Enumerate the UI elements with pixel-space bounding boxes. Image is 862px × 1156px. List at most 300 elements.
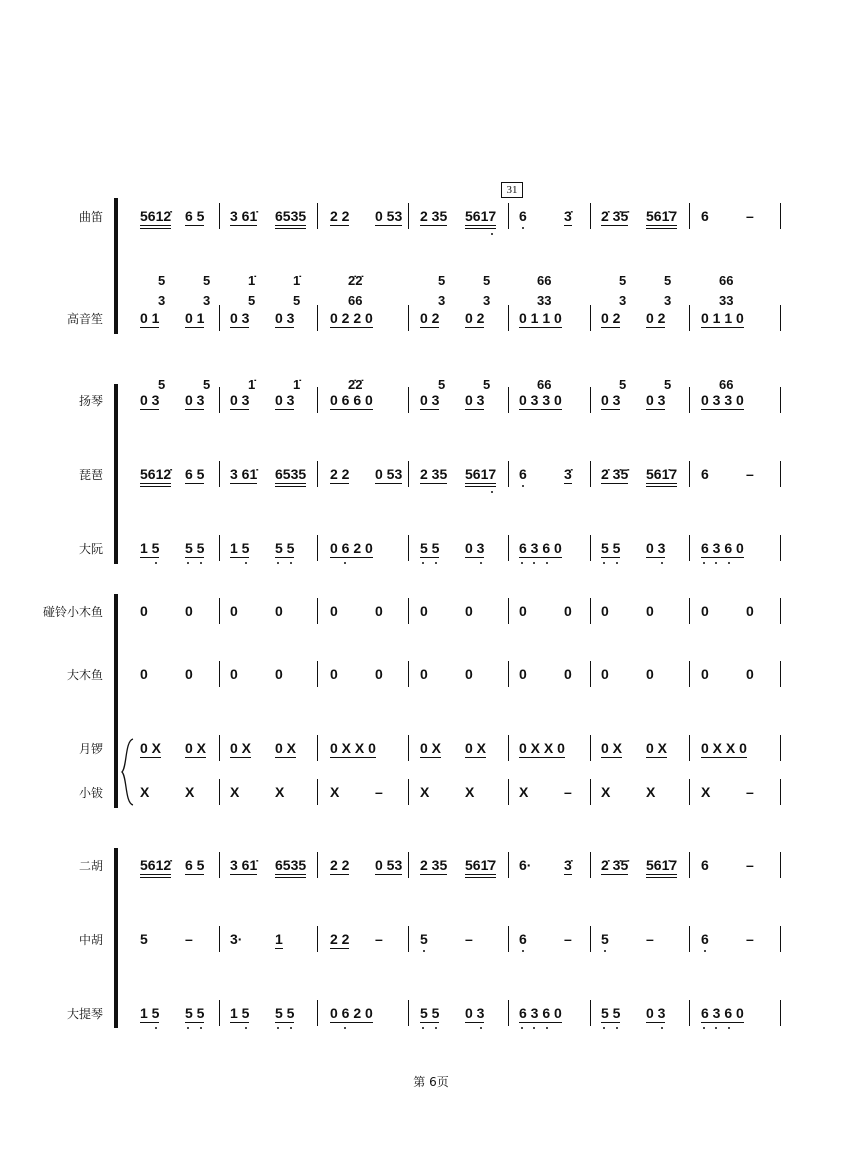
barline xyxy=(219,661,220,687)
note-group: 0 1 1 0 xyxy=(701,310,744,326)
note-group: 0 3 xyxy=(646,1005,666,1021)
low-octave-dot xyxy=(480,562,482,564)
note-group: 0 xyxy=(230,603,238,619)
note-group: 0 xyxy=(519,603,527,619)
note-group: 0 X X 0 xyxy=(330,740,376,756)
note-group: 6 3 6 0 xyxy=(701,1005,744,1021)
underline xyxy=(185,557,204,558)
barline xyxy=(408,661,409,687)
barline xyxy=(508,735,509,761)
note-group: 0 xyxy=(330,666,338,682)
underline xyxy=(519,557,562,558)
note-group: 0 xyxy=(330,603,338,619)
note-group: 0 3 3 0 xyxy=(701,392,744,408)
note-group: 0 3 xyxy=(646,540,666,556)
note-group: 0 1 xyxy=(140,310,160,326)
chord-note: 5 xyxy=(483,273,491,288)
chord-note: 5 xyxy=(203,377,211,392)
low-octave-dot xyxy=(422,562,424,564)
chord-note: 5 xyxy=(158,377,166,392)
underline xyxy=(140,225,171,226)
chord-note: 3 xyxy=(664,293,672,308)
underline xyxy=(375,483,402,484)
note-group: 0 xyxy=(564,666,572,682)
underline xyxy=(465,228,496,229)
note-group: 0 3 xyxy=(465,540,485,556)
chord-note: 5 xyxy=(483,377,491,392)
note-group: 2̇ 3̇5̇ xyxy=(601,208,629,224)
note-group: 0 xyxy=(601,603,609,619)
underline xyxy=(564,874,572,875)
barline xyxy=(780,661,781,687)
underline xyxy=(275,874,306,875)
barline xyxy=(780,203,781,229)
note-group: – xyxy=(185,931,193,947)
barline xyxy=(590,661,591,687)
low-octave-dot xyxy=(200,562,202,564)
note-group: 6535 xyxy=(275,857,307,873)
note-group: 0 xyxy=(230,666,238,682)
underline xyxy=(646,877,677,878)
barline xyxy=(317,203,318,229)
underline xyxy=(275,1022,294,1023)
barline xyxy=(689,535,690,561)
underline xyxy=(646,757,667,758)
note-group: 561̇7 xyxy=(646,466,678,482)
note-group: 2̇ 3̇5̇ xyxy=(601,466,629,482)
underline xyxy=(646,225,677,226)
underline xyxy=(420,327,439,328)
barline xyxy=(590,461,591,487)
barline xyxy=(590,535,591,561)
chord-note: 66 xyxy=(537,377,552,392)
note-group: 561̇7 xyxy=(465,857,497,873)
note-group: 3 61̇ xyxy=(230,857,258,873)
instrument-name: 大阮 xyxy=(78,542,103,556)
instrument-name: 扬琴 xyxy=(78,394,103,408)
chord-note: 3 xyxy=(483,293,491,308)
underline xyxy=(330,948,349,949)
note-group: 0 3 3 0 xyxy=(519,392,562,408)
low-octave-dot xyxy=(715,562,717,564)
instrument-name: 碰铃小木鱼 xyxy=(42,605,103,619)
barline xyxy=(780,535,781,561)
underline xyxy=(564,225,572,226)
underline xyxy=(646,228,677,229)
barline xyxy=(219,779,220,805)
barline xyxy=(219,598,220,624)
note-group: 3· xyxy=(230,931,243,947)
underline xyxy=(330,327,373,328)
underline xyxy=(185,483,204,484)
underline xyxy=(420,1022,439,1023)
note-group: 0 xyxy=(185,666,193,682)
note-group: X xyxy=(185,784,195,800)
note-group: X xyxy=(330,784,340,800)
chord-note: 5 xyxy=(203,273,211,288)
underline xyxy=(375,874,402,875)
underline xyxy=(275,327,294,328)
underline xyxy=(230,483,257,484)
note-group: 561̇7 xyxy=(646,857,678,873)
note-group: – xyxy=(465,931,473,947)
barline xyxy=(689,852,690,878)
note-group: 0 2 xyxy=(465,310,485,326)
chord-note: 1̇ xyxy=(293,273,301,288)
note-group: 0 3 xyxy=(275,310,295,326)
barline xyxy=(317,926,318,952)
note-group: 0 3 xyxy=(646,392,666,408)
barline xyxy=(590,1000,591,1026)
instrument-name: 高音笙 xyxy=(66,312,103,326)
underline xyxy=(420,874,447,875)
underline xyxy=(465,225,496,226)
note-group: 5 5 xyxy=(601,540,621,556)
bowed-bracket xyxy=(114,848,118,1028)
low-octave-dot xyxy=(616,1027,618,1029)
note-group: – xyxy=(746,784,754,800)
barline xyxy=(219,1000,220,1026)
underline xyxy=(465,877,496,878)
note-group: X xyxy=(701,784,711,800)
note-group: 0 X xyxy=(646,740,668,756)
barline xyxy=(590,779,591,805)
barline xyxy=(317,852,318,878)
underline xyxy=(701,327,744,328)
low-octave-dot xyxy=(522,950,524,952)
barline xyxy=(408,926,409,952)
low-octave-dot xyxy=(344,562,346,564)
barline xyxy=(689,203,690,229)
note-group: 0 xyxy=(140,666,148,682)
underline xyxy=(420,757,441,758)
note-group: 0 xyxy=(465,666,473,682)
barline xyxy=(780,852,781,878)
underline xyxy=(140,483,171,484)
brace-icon xyxy=(121,737,135,807)
underline xyxy=(564,483,572,484)
note-group: 0 X xyxy=(420,740,442,756)
page-footer: 第 6页 xyxy=(413,1075,449,1089)
note-group: 5617 xyxy=(465,208,497,224)
underline xyxy=(465,1022,484,1023)
underline xyxy=(330,409,373,410)
low-octave-dot xyxy=(728,562,730,564)
low-octave-dot xyxy=(603,562,605,564)
note-group: 5617 xyxy=(465,466,497,482)
low-octave-dot xyxy=(521,562,523,564)
note-group: 6 xyxy=(701,931,709,947)
note-group: 2 2 xyxy=(330,931,350,947)
low-octave-dot xyxy=(435,562,437,564)
underline xyxy=(140,874,171,875)
note-group: 0 xyxy=(601,666,609,682)
underline xyxy=(275,486,306,487)
barline xyxy=(689,661,690,687)
note-group: 2 2 xyxy=(330,857,350,873)
note-group: 5 5 xyxy=(275,1005,295,1021)
underline xyxy=(330,1022,373,1023)
underline xyxy=(465,757,486,758)
instrument-name: 大提琴 xyxy=(66,1007,103,1021)
note-group: – xyxy=(375,784,383,800)
barline xyxy=(508,461,509,487)
note-group: X xyxy=(601,784,611,800)
note-group: 0 X X 0 xyxy=(701,740,747,756)
underline xyxy=(465,483,496,484)
plucked-bracket xyxy=(114,384,118,564)
note-group: 0 xyxy=(185,603,193,619)
note-group: 5 xyxy=(601,931,609,947)
underline xyxy=(465,557,484,558)
note-group: 3 61̇ xyxy=(230,208,258,224)
barline xyxy=(219,735,220,761)
barline xyxy=(317,661,318,687)
chord-note: 66 xyxy=(348,293,363,308)
barline xyxy=(780,461,781,487)
barline xyxy=(689,926,690,952)
underline xyxy=(185,874,204,875)
instrument-name: 二胡 xyxy=(78,859,103,873)
chord-note: 1̇ xyxy=(293,377,301,392)
underline xyxy=(646,486,677,487)
barline xyxy=(780,387,781,413)
note-group: X xyxy=(519,784,529,800)
low-octave-dot xyxy=(661,562,663,564)
chord-note: 5 xyxy=(619,377,627,392)
note-group: 0 X xyxy=(185,740,207,756)
low-octave-dot xyxy=(245,1027,247,1029)
barline xyxy=(219,305,220,331)
barline xyxy=(590,852,591,878)
underline xyxy=(601,1022,620,1023)
note-group: 0 3 xyxy=(230,392,250,408)
underline xyxy=(230,874,257,875)
note-group: 0 xyxy=(746,603,754,619)
note-group: X xyxy=(275,784,285,800)
barline xyxy=(590,598,591,624)
barline xyxy=(590,735,591,761)
note-group: 5 5 xyxy=(185,540,205,556)
barline xyxy=(408,1000,409,1026)
note-group: 5612̇ xyxy=(140,466,172,482)
underline xyxy=(185,1022,204,1023)
chord-note: 5 xyxy=(664,377,672,392)
low-octave-dot xyxy=(344,1027,346,1029)
barline xyxy=(408,387,409,413)
underline xyxy=(330,557,373,558)
underline xyxy=(601,409,620,410)
note-group: 0 xyxy=(646,666,654,682)
barline xyxy=(219,461,220,487)
note-group: 1 5 xyxy=(230,540,250,556)
barline xyxy=(408,852,409,878)
note-group: X xyxy=(140,784,150,800)
woodwind-bracket xyxy=(114,198,118,334)
note-group: 0 2 xyxy=(420,310,440,326)
barline xyxy=(508,305,509,331)
note-group: 0 2 xyxy=(646,310,666,326)
note-group: 5 5 xyxy=(420,540,440,556)
barline xyxy=(219,387,220,413)
barline xyxy=(689,598,690,624)
underline xyxy=(140,327,159,328)
barline xyxy=(590,305,591,331)
chord-note: 66 xyxy=(719,273,734,288)
note-group: 0 6 6 0 xyxy=(330,392,373,408)
chord-note: 66 xyxy=(537,273,552,288)
chord-note: 33 xyxy=(537,293,552,308)
note-group: 0 X X 0 xyxy=(519,740,565,756)
note-group: 0 X xyxy=(601,740,623,756)
low-octave-dot xyxy=(480,1027,482,1029)
instrument-name: 中胡 xyxy=(78,933,103,947)
low-octave-dot xyxy=(522,485,524,487)
note-group: 2 2 xyxy=(330,466,350,482)
low-octave-dot xyxy=(533,1027,535,1029)
note-group: 0 53 xyxy=(375,208,403,224)
note-group: 5612̇ xyxy=(140,857,172,873)
note-group: 0 xyxy=(701,666,709,682)
note-group: 0 xyxy=(701,603,709,619)
note-group: 561̇7 xyxy=(646,208,678,224)
note-group: 0 X xyxy=(140,740,162,756)
barline xyxy=(408,598,409,624)
underline xyxy=(275,409,294,410)
underline xyxy=(185,225,204,226)
note-group: 0 3 xyxy=(465,1005,485,1021)
rehearsal-mark: 31 xyxy=(501,182,523,198)
underline xyxy=(330,483,349,484)
note-group: 1 5 xyxy=(230,1005,250,1021)
note-group: 0 X xyxy=(465,740,487,756)
barline xyxy=(508,598,509,624)
note-group: 0 xyxy=(375,603,383,619)
underline xyxy=(420,483,447,484)
note-group: 0 xyxy=(375,666,383,682)
chord-note: 3 xyxy=(438,293,446,308)
chord-note: 5 xyxy=(158,273,166,288)
barline xyxy=(508,852,509,878)
note-group: 0 3 xyxy=(185,392,205,408)
barline xyxy=(317,1000,318,1026)
barline xyxy=(508,203,509,229)
low-octave-dot xyxy=(290,1027,292,1029)
underline xyxy=(330,225,349,226)
low-octave-dot xyxy=(521,1027,523,1029)
note-group: 2 35 xyxy=(420,208,448,224)
chord-note: 5 xyxy=(248,293,256,308)
note-group: 0 53 xyxy=(375,857,403,873)
underline xyxy=(185,409,204,410)
note-group: 6· xyxy=(519,857,532,873)
note-group: 6 5 xyxy=(185,466,205,482)
note-group: 2 35 xyxy=(420,466,448,482)
low-octave-dot xyxy=(546,1027,548,1029)
underline xyxy=(140,409,159,410)
underline xyxy=(519,757,565,758)
underline xyxy=(330,874,349,875)
low-octave-dot xyxy=(422,1027,424,1029)
note-group: 0 3 xyxy=(230,310,250,326)
chord-note: 5 xyxy=(664,273,672,288)
low-octave-dot xyxy=(187,1027,189,1029)
note-group: 6 xyxy=(519,931,527,947)
barline xyxy=(408,461,409,487)
underline xyxy=(519,327,562,328)
note-group: 6 3 6 0 xyxy=(701,540,744,556)
note-group: 5 5 xyxy=(601,1005,621,1021)
note-group: 3̇ xyxy=(564,857,572,873)
underline xyxy=(465,874,496,875)
instrument-name: 大木鱼 xyxy=(66,668,103,682)
underline xyxy=(465,486,496,487)
note-group: 6 xyxy=(519,466,527,482)
underline xyxy=(601,225,628,226)
note-group: 6 5 xyxy=(185,208,205,224)
barline xyxy=(780,926,781,952)
underline xyxy=(601,757,622,758)
note-group: – xyxy=(746,931,754,947)
note-group: 6535 xyxy=(275,466,307,482)
underline xyxy=(601,874,628,875)
underline xyxy=(701,557,744,558)
underline xyxy=(140,557,159,558)
underline xyxy=(275,557,294,558)
note-group: 0 1 1 0 xyxy=(519,310,562,326)
note-group: 0 3 xyxy=(275,392,295,408)
note-group: 6 xyxy=(701,208,709,224)
note-group: 3 61̇ xyxy=(230,466,258,482)
underline xyxy=(519,1022,562,1023)
underline xyxy=(230,1022,249,1023)
note-group: 5 5 xyxy=(275,540,295,556)
note-group: 5612̇ xyxy=(140,208,172,224)
underline xyxy=(275,225,306,226)
barline xyxy=(317,305,318,331)
note-group: 5 xyxy=(420,931,428,947)
low-octave-dot xyxy=(155,1027,157,1029)
percussion-bracket xyxy=(114,594,118,808)
barline xyxy=(408,735,409,761)
chord-note: 5 xyxy=(438,377,446,392)
note-group: 0 53 xyxy=(375,466,403,482)
note-group: X xyxy=(646,784,656,800)
note-group: 0 3 xyxy=(601,392,621,408)
underline xyxy=(420,225,447,226)
note-group: 5 xyxy=(140,931,148,947)
underline xyxy=(185,757,206,758)
low-octave-dot xyxy=(603,1027,605,1029)
note-group: 0 xyxy=(646,603,654,619)
underline xyxy=(185,327,204,328)
low-octave-dot xyxy=(533,562,535,564)
chord-note: 1̇ xyxy=(248,273,256,288)
low-octave-dot xyxy=(187,562,189,564)
note-group: 0 xyxy=(519,666,527,682)
note-group: 6 3 6 0 xyxy=(519,1005,562,1021)
instrument-name: 小钹 xyxy=(78,786,103,800)
note-group: 6 xyxy=(519,208,527,224)
low-octave-dot xyxy=(728,1027,730,1029)
note-group: 0 3 xyxy=(420,392,440,408)
barline xyxy=(590,387,591,413)
underline xyxy=(230,557,249,558)
note-group: 0 X xyxy=(230,740,252,756)
note-group: 3̇ xyxy=(564,466,572,482)
barline xyxy=(689,779,690,805)
note-group: 0 xyxy=(140,603,148,619)
